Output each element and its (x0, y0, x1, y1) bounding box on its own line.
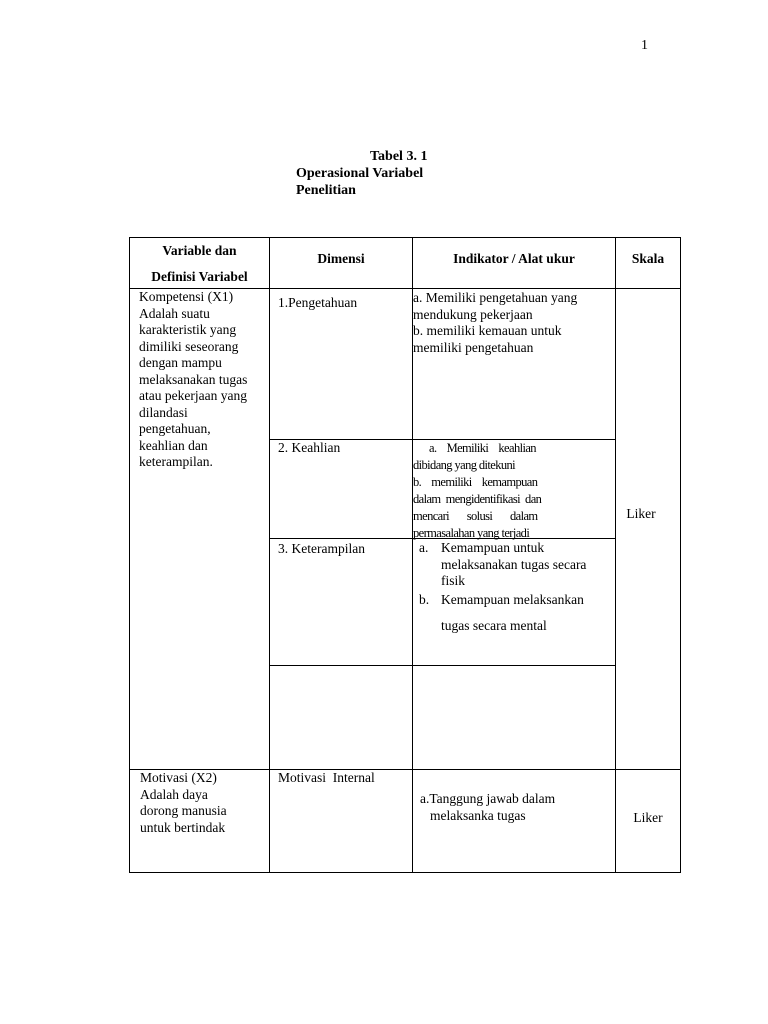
indicator-line: Kemampuan melaksankan (441, 591, 584, 607)
dimension-keterampilan: 3. Keterampilan (278, 541, 365, 556)
skala-motivasi: Liker (633, 810, 663, 825)
definition-line: pengetahuan, (139, 421, 211, 436)
definition-line: Adalah daya (140, 786, 208, 802)
indicator-line: dalam mengidentifikasi dan (413, 492, 542, 506)
definition-line: Kompetensi (X1) (139, 289, 234, 304)
indicator-line: Kemampuan untuk (441, 540, 545, 555)
indicator-pengetahuan (413, 290, 613, 356)
definition-line: keterampilan. (139, 454, 213, 469)
header-variable-line1: Variable dan (162, 243, 237, 258)
skala-kompetensi: Liker (626, 506, 656, 521)
list-marker: b. (419, 591, 430, 607)
page-number: 1 (641, 38, 648, 53)
indicator-line: dibidang yang ditekuni (413, 458, 516, 472)
indicator-keahlian (413, 440, 583, 542)
indicator-line: melaksanakan tugas secara (441, 556, 587, 572)
definition-line: dimiliki seseorang (139, 338, 239, 354)
col-divider-1 (269, 238, 270, 872)
indicator-line: mendukung pekerjaan (413, 306, 533, 322)
definition-line: Adalah suatu (139, 305, 210, 321)
definition-line: Motivasi (X2) (140, 770, 217, 785)
indicator-line: mencari solusi dalam (413, 509, 538, 523)
indicator-item-b (419, 592, 615, 635)
definition-line: dorong manusia (140, 803, 227, 818)
indicator-motivasi-internal (420, 791, 614, 824)
definition-kompetensi (139, 289, 267, 471)
indicator-line: memiliki pengetahuan (413, 339, 534, 355)
col-divider-3 (615, 238, 616, 872)
list-marker: a. (419, 540, 429, 555)
indicator-line: melaksanka tugas (430, 807, 526, 823)
definition-line: untuk bertindak (140, 819, 226, 835)
header-indikator: Indikator / Alat ukur (453, 251, 575, 266)
row-divider-3 (269, 665, 615, 666)
dimension-keahlian: 2. Keahlian (278, 440, 341, 455)
table-caption (296, 148, 427, 199)
header-skala: Skala (631, 251, 665, 266)
definition-line: atau pekerjaan yang (139, 388, 247, 403)
header-dimensi: Dimensi (317, 251, 365, 266)
indicator-line: a. Memiliki keahlian (429, 441, 536, 455)
header-variable (130, 238, 269, 290)
definition-line: keahlian dan (139, 437, 208, 453)
caption-line-3: Penelitian (296, 183, 356, 198)
indicator-line: a. Memiliki pengetahuan yang (413, 290, 578, 305)
caption-line-2: Operasional Variabel (296, 166, 424, 181)
dimension-motivasi-internal: Motivasi Internal (278, 770, 375, 785)
definition-line: dilandasi (139, 404, 188, 420)
indicator-line: permasalahan yang terjadi (413, 526, 530, 540)
operational-variable-table (129, 237, 681, 873)
header-variable-line2: Definisi Variabel (151, 269, 248, 284)
indicator-keterampilan (419, 540, 615, 635)
definition-line: karakteristik yang (139, 322, 237, 337)
caption-title: Tabel 3. 1 (370, 149, 428, 164)
indicator-line: fisik (441, 573, 466, 588)
definition-line: dengan mampu (139, 355, 222, 370)
indicator-line: b. memiliki kemampuan (413, 475, 538, 489)
dimension-pengetahuan: 1.Pengetahuan (278, 295, 358, 310)
indicator-line: tugas secara mental (441, 618, 547, 633)
indicator-line: a.Tanggung jawab dalam (420, 791, 556, 806)
indicator-item-a (419, 540, 615, 590)
indicator-line: b. memiliki kemauan untuk (413, 323, 562, 338)
definition-line: melaksanakan tugas (139, 371, 248, 387)
definition-motivasi (140, 770, 268, 836)
